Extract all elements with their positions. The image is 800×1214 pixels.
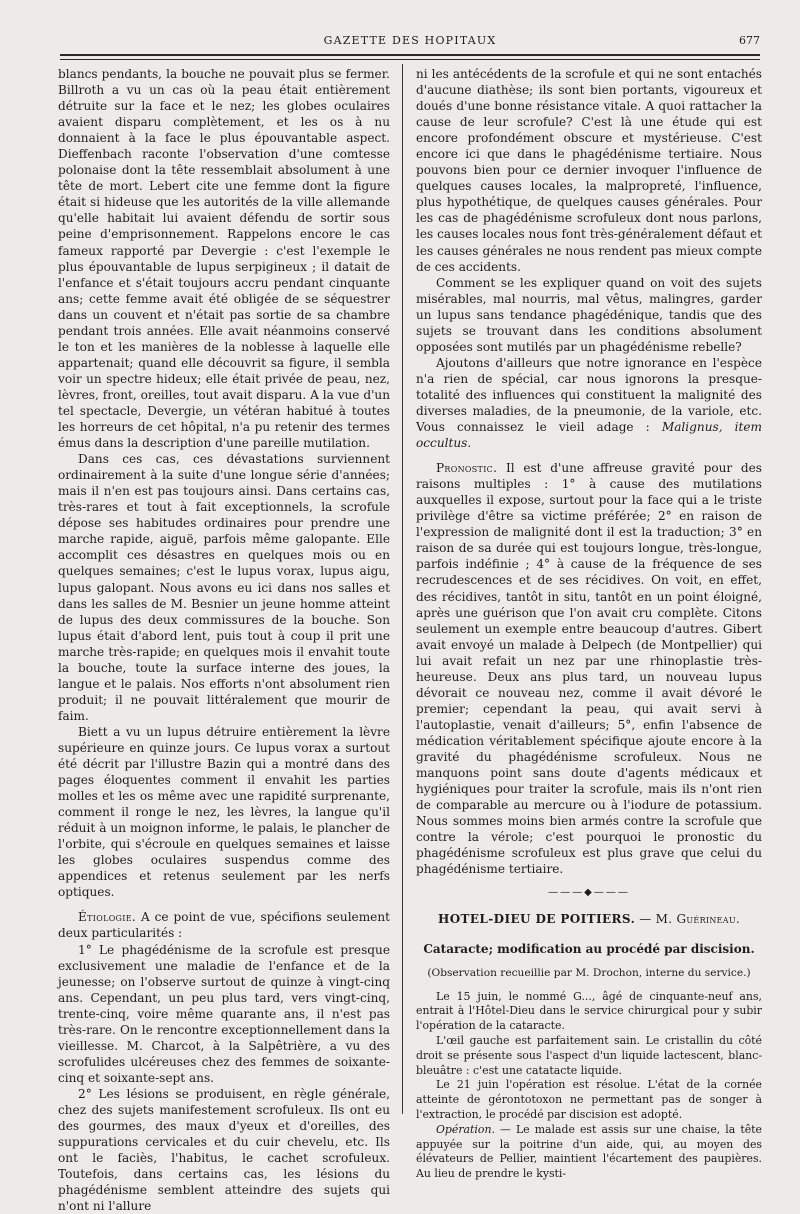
paragraph: 2° Les lésions se produisent, en règle générale, chez des sujets manifestement scrofuleux. Ils ont eu des gourmes, des maux d'yeux et d'oreilles, des suppurations cervicales et du cuir chevelu, etc. Ils ont le faciès, l'habitus, le cachet scrofuleux. Toutefois, dans certains cas, les lésions du phagédénisme semblent atteindre des sujets qui n'ont ni l'allure: [58, 1086, 390, 1214]
paragraph: 1° Le phagédénisme de la scrofule est presque exclusivement une maladie de l'enfance et de la jeunesse; on l'observe surtout de quinze à vingt-cinq ans. Cependant, un peu plus tard, vers vingt-cinq, trente-cinq, voire même quarante ans, il n'est pas très-rare. On le rencontre exceptionnellement dans la vieillesse. M. Charcot, à la Salpêtrière, a vu des scrofulides ulcéreuses chez des femmes de soixante-cinq et soixante-sept ans.: [58, 942, 390, 1085]
section-separator: ———◆———: [548, 887, 630, 899]
paragraph: Le 15 juin, le nommé G..., âgé de cinquante-neuf ans, entrait à l'Hôtel-Dieu dans le service chirurgical pour y subir l'opération de la cataracte.: [416, 989, 762, 1033]
etiology-paragraph: Étiologie. A ce point de vue, spécifions seulement deux particularités :: [58, 910, 390, 941]
operation-paragraph: Opération. — Le malade est assis sur une chaise, la tête appuyée sur la poitrine d'un aide, qui, au moyen des élévateurs de Pellier, maintient l'écartement des paupières. Au lieu de prendre le kysti-: [416, 1122, 762, 1181]
page-header: [60, 34, 760, 54]
section-label: Pronostic.: [436, 461, 498, 476]
header-rule-thin: [60, 59, 760, 60]
paragraph: ni les antécédents de la scrofule et qui ne sont entachés d'aucune diathèse; ils sont bien portants, vigoureux et doués d'une bonne résistance vitale. A quoi rattacher la cause de leur scrofule? C'est là une étude qui est encore profondément obscure et mystérieuse. C'est encore ici que dans le phagédénisme tertiaire. Nous pouvons bien pour ce dernier invoquer l'influence de quelques causes locales, la malpropreté, l'influence, plus hypothétique, de quelques causes générales. Pour les cas de phagédénisme scrofuleux dont nous parlons, les causes locales nous font très-généralement défaut et les causes générales ne nous rendent pas mieux compte de ces accidents.: [416, 67, 762, 274]
hospital-heading: HOTEL-DIEU DE POITIERS. — M. Guérineau.: [437, 912, 741, 927]
paragraph: L'œil gauche est parfaitement sain. Le cristallin du côté droit se présente sous l'aspect d'un liquide lactescent, blanc-bleuâtre : c'est une catatacte liquide.: [416, 1033, 762, 1077]
column-divider: [402, 64, 403, 1114]
latin-adage: Malignus, item occultus.: [416, 420, 762, 451]
header-rule-thick: [60, 54, 760, 56]
paragraph: Comment se les expliquer quand on voit des sujets misérables, mal nourris, mal vêtus, malingres, garder un lupus sans tendance phagédénique, tandis que des sujets se trouvant dans les conditions absolument opposées sont mutilés par un phagédénisme rebelle?: [416, 275, 762, 354]
paragraph: blancs pendants, la bouche ne pouvait plus se fermer. Billroth a vu un cas où la peau était entièrement détruite sur la face et le nez; les globes oculaires avaient disparu complètement, et les os à nu donnaient à la face le plus épouvantable aspect. Dieffenbach raconte l'observation d'une comtesse polonaise dont la tête ressemblait absolument à une tête de mort. Lebert cite une femme dont la figure était si hideuse que les autorités de la ville allemande qu'elle habitait lui avaient défendu de sortir sous peine d'emprisonnement. Rappelons encore le cas fameux rapporté par Devergie : c'est l'exemple le plus épouvantable de lupus serpigineux ; il datait de l'enfance et s'était toujours accru pendant cinquante ans; cette femme avait été obligée de se séquestrer dans un couvent et n'était pas sortie de sa chambre pendant trois années. Elle avait néanmoins conservé le ton et les manières de la noblesse à laquelle elle appartenait; quand elle découvrit sa figure, il sembla voir un spectre hideux; elle était privée de peau, nez, lèvres, front, oreilles, tout avait disparu. A la vue d'un tel spectacle, Devergie, un vétéran habitué à toutes les horreurs de cet hôpital, n'a pu retenir des termes émus dans la description d'une pareille mutilation.: [58, 67, 390, 451]
observation-credit: (Observation recueillie par M. Drochon, interne du service.): [427, 967, 751, 980]
section-label: Étiologie.: [78, 910, 136, 925]
right-column: [416, 66, 762, 1181]
case-report: [416, 990, 762, 1182]
prognosis-paragraph: Pronostic. Il est d'une affreuse gravité pour des raisons multiples : 1° à cause des mutilations auxquelles il expose, surtout pour la face qui a le triste privilège d'être sa victime préférée; 2° en raison de l'expression de malignité dont il est la traduction; 3° en raison de sa durée qui est toujours longue, très-longue, parfois indéfinie ; 4° à cause de la fréquence de ses recrudescences et de ses récidives. On voit, en effet, des récidives, tantôt in situ, tantôt en un point éloigné, après une guérison que l'on avait cru complète. Citons seulement un exemple entre beaucoup d'autres. Gibert avait envoyé un malade à Delpech (de Montpellier) qui lui avait refait un nez par une rhinoplastie très-heureuse. Deux ans plus tard, un nouveau lupus dévorait ce nouveau nez, comme il avait dévoré le premier; cependant la peau, qui avait servi à l'autoplastie, venait d'ailleurs; 5°, enfin l'absence de médication véritablement spécifique ajoute encore à la gravité du phagédénisme scrofuleux. Nous ne manquons point sans doute d'agents médicaux et hygiéniques pour traiter la scrofule, mais ils n'ont rien de comparable au mercure ou à l'iodure de potassium. Nous sommes moins bien armés contre la scrofule que contre la vérole; c'est pourquoi le pronostic du phagédénisme scrofuleux est plus grave que celui du phagédénisme tertiaire.: [416, 461, 762, 877]
paragraph: Ajoutons d'ailleurs que notre ignorance en l'espèce n'a rien de spécial, car nous ignorons la presque-totalité des influences qui constituent la malignité des diverses maladies, de la pneumonie, de la variole, etc. Vous connaissez le vieil adage : Malignus, item occultus.: [416, 355, 762, 451]
paragraph: Biett a vu un lupus détruire entièrement la lèvre supérieure en quinze jours. Ce lupus vorax a surtout été décrit par l'illustre Bazin qui a montré dans des pages éloquentes comment il envahit les parties molles et les os même avec une rapidité surprenante, comment il ronge le nez, les lèvres, la langue qu'il réduit à un moignon informe, le palais, le plancher de l'orbite, qui s'écroule en quelques semaines et laisse les globes oculaires suspendus comme des appendices et retenus seulement par les nerfs optiques.: [58, 724, 390, 900]
left-column: [58, 66, 390, 1214]
section-label: Opération.: [436, 1122, 495, 1136]
paragraph: Dans ces cas, ces dévastations surviennent ordinairement à la suite d'une longue série d'années; mais il n'en est pas toujours ainsi. Dans certains cas, très-rares et tout à fait exceptionnels, la scrofule dépose ses habitudes ordinaires pour prendre une marche rapide, aiguë, parfois même galopante. Elle accomplit ces désastres en quelques mois ou en quelques semaines; c'est le lupus vorax, lupus aigu, lupus galopant. Nous avons eu ici dans nos salles et dans les salles de M. Besnier un jeune homme atteint de lupus des deux commissures de la bouche. Son lupus était d'abord lent, puis tout à coup il prit une marche très-rapide; en quelques mois il envahit toute la bouche, toute la surface interne des joues, la langue et le palais. Nos efforts n'ont absolument rien produit; il ne pouvait littéralement que mourir de faim.: [58, 452, 390, 723]
paragraph: Le 21 juin l'opération est résolue. L'état de la cornée atteinte de gérontotoxon ne permettant pas de songer à l'extraction, le procédé par discision est adopté.: [416, 1078, 762, 1121]
case-title: Cataracte; modification au procédé par discision.: [423, 942, 755, 957]
page-number: 677: [739, 34, 760, 47]
journal-title: GAZETTE DES HOPITAUX: [323, 34, 497, 47]
